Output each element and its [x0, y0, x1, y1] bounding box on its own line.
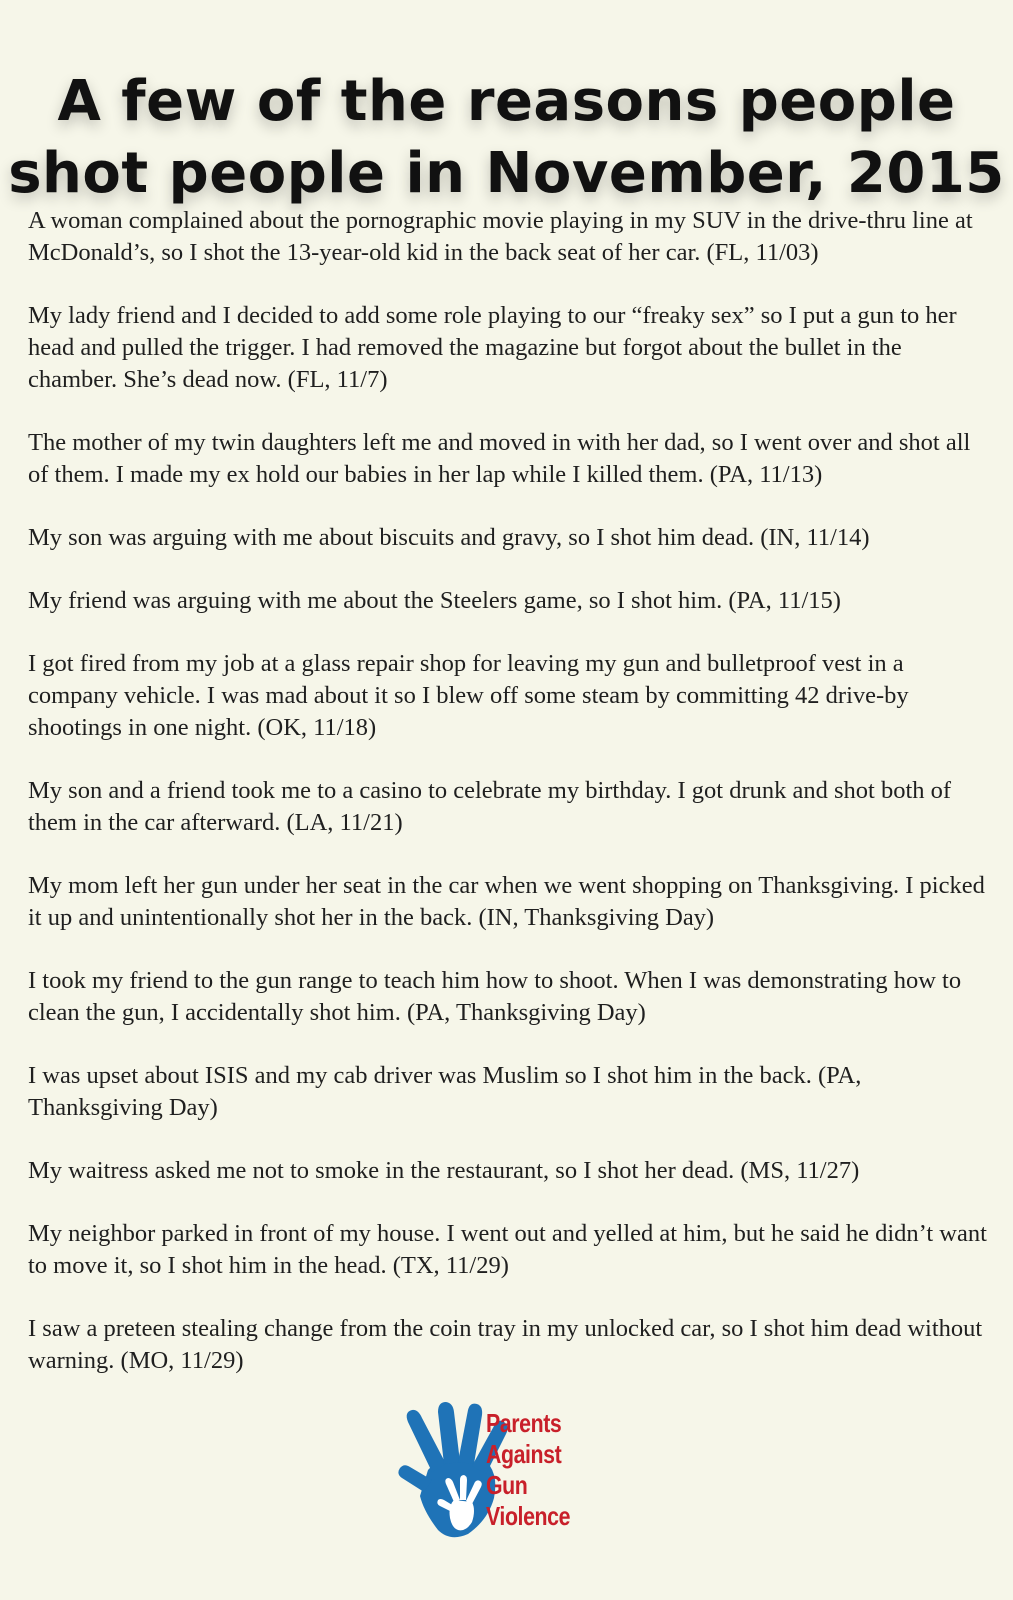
entry-item: My son and a friend took me to a casino to celebrate my birthday. I got drunk and shot both of them in the car afterward. (LA, 11/21) — [28, 777, 952, 836]
entry-item: My friend was arguing with me about the Steelers game, so I shot him. (PA, 11/15) — [28, 587, 841, 614]
entry-item: A woman complained about the pornographic movie playing in my SUV in the drive-thru line at McDonald’s, so I shot the 13-year-old kid in the back seat of her car. (FL, 11/03) — [28, 207, 973, 266]
entry-item: My mom left her gun under her seat in the car when we went shopping on Thanksgiving. I picked it up and unintentionally shot her in the back. (IN, Thanksgiving Day) — [28, 872, 985, 931]
entry-item: My lady friend and I decided to add some role playing to our “freaky sex” so I put a gun to her head and pulled the trigger. I had removed the magazine but forgot about the bullet in the chamber. She’s dead now. (FL, 11/7) — [28, 302, 957, 393]
entry-item: My waitress asked me not to smoke in the restaurant, so I shot her dead. (MS, 11/27) — [28, 1157, 860, 1184]
title-line-2: shot people in November, 2015 — [8, 140, 1005, 206]
logo-line-against: Against — [486, 1439, 562, 1469]
logo-line-violence: Violence — [486, 1501, 571, 1531]
entry-item: My son was arguing with me about biscuits and gravy, so I shot him dead. (IN, 11/14) — [28, 524, 870, 551]
entry-item: The mother of my twin daughters left me and moved in with her dad, so I went over and shot all of them. I made my ex hold our babies in her lap while I killed them. (PA, 11/13) — [28, 429, 971, 488]
entry-item: I took my friend to the gun range to teach him how to shoot. When I was demonstrating how to clean the gun, I accidentally shot him. (PA, Thanksgiving Day) — [28, 967, 962, 1026]
entry-item: My neighbor parked in front of my house. I went out and yelled at him, but he said he didn’t want to move it, so I shot him in the head. (TX, 11/29) — [28, 1220, 987, 1279]
entry-item: I got fired from my job at a glass repair shop for leaving my gun and bulletproof vest in a company vehicle. I was mad about it so I blew off some steam by committing 42 drive-by shootings in one night. (OK, 11/18) — [28, 650, 909, 741]
entry-item: I was upset about ISIS and my cab driver was Muslim so I shot him in the back. (PA, Thanksgiving Day) — [28, 1062, 862, 1121]
entries-list — [28, 205, 988, 1408]
logo-line-parents: Parents — [486, 1408, 562, 1438]
logo-wordmark — [486, 1408, 570, 1532]
logo — [398, 1400, 598, 1550]
logo-line-gun: Gun — [486, 1470, 528, 1500]
title-line-1: A few of the reasons people — [57, 68, 956, 134]
entry-item: I saw a preteen stealing change from the coin tray in my unlocked car, so I shot him dead without warning. (MO, 11/29) — [28, 1315, 983, 1374]
page-title — [0, 66, 1013, 210]
